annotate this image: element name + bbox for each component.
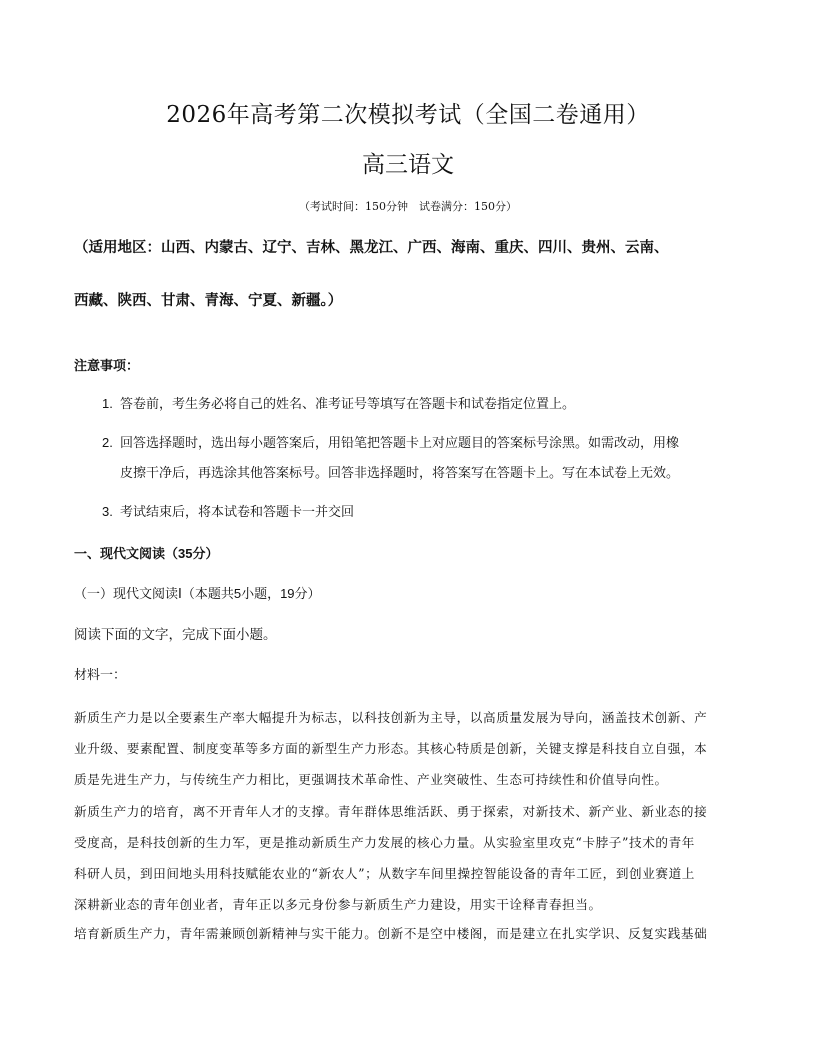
- subsection-heading: （一）现代文阅读Ⅰ（本题共5小题，19分）: [74, 586, 321, 601]
- paragraph-line: 新质生产力的培育，离不开青年人才的支撑。青年群体思维活跃、勇于探索，对新技术、新产业、新业态的接: [74, 804, 708, 819]
- exam-title: 2026年高考第二次模拟考试（全国二卷通用）: [166, 102, 650, 128]
- material-paragraph-2: [74, 796, 746, 920]
- notice-item-number: 1.: [102, 396, 113, 411]
- notice-item-number: 2.: [102, 435, 113, 450]
- notice-item-2: [102, 428, 742, 488]
- notice-heading: 注意事项：: [74, 358, 140, 373]
- paragraph-line: 受度高，是科技创新的生力军，更是推动新质生产力发展的核心力量。从实验室里攻克“卡脖子”技术的青年: [74, 835, 695, 850]
- reading-instruction: 阅读下面的文字，完成下面小题。: [74, 627, 277, 642]
- notice-item-text: 回答选择题时，选出每小题答案后，用铅笔把答题卡上对应题目的答案标号涂黑。如需改动，用橡: [120, 435, 680, 450]
- paragraph-line: 新质生产力是以全要素生产率大幅提升为标志，以科技创新为主导，以高质量发展为导向，涵盖技术创新、产: [74, 710, 708, 725]
- paragraph-line: 质是先进生产力，与传统生产力相比，更强调技术革命性、产业突破性、生态可持续性和价值导向性。: [74, 772, 668, 787]
- notice-item-number: 3.: [102, 504, 113, 519]
- paragraph-line: 培育新质生产力，青年需兼顾创新精神与实干能力。创新不是空中楼阁，而是建立在扎实学识、反复实践基础: [74, 926, 708, 941]
- paragraph-line: 业升级、要素配置、制度变革等多方面的新型生产力形态。其核心特质是创新，关键支撑是科技自立自强，本: [74, 741, 708, 756]
- notice-item-text-continued: 皮擦干净后，再选涂其他答案标号。回答非选择题时，将答案写在答题卡上。写在本试卷上无效。: [120, 465, 680, 480]
- exam-subject: 高三语文: [362, 152, 454, 178]
- material-paragraph-1: [74, 702, 746, 795]
- notice-item-3: [102, 497, 742, 527]
- paragraph-line: 科研人员，到田间地头用科技赋能农业的“新农人”；从数字车间里操控智能设备的青年工匠，到创业赛道上: [74, 866, 695, 881]
- section-heading: 一、现代文阅读（35分）: [74, 546, 219, 561]
- material-label: 材料一：: [74, 667, 127, 682]
- exam-time-info: （考试时间：150分钟 试卷满分：150分）: [299, 200, 517, 213]
- material-paragraph-3: [74, 918, 746, 949]
- paragraph-line: 深耕新业态的青年创业者，青年正以多元身份参与新质生产力建设，用实干诠释青春担当。: [74, 897, 602, 912]
- notice-item-text: 答卷前，考生务必将自己的姓名、准考证号等填写在答题卡和试卷指定位置上。: [120, 396, 576, 411]
- applicable-regions-line-2: 西藏、陕西、甘肃、青海、宁夏、新疆。）: [74, 292, 343, 309]
- applicable-regions-line-1: （适用地区：山西、内蒙古、辽宁、吉林、黑龙江、广西、海南、重庆、四川、贵州、云南、: [74, 239, 669, 256]
- notice-item-text: 考试结束后，将本试卷和答题卡一并交回: [120, 504, 355, 519]
- notice-item-1: [102, 389, 742, 419]
